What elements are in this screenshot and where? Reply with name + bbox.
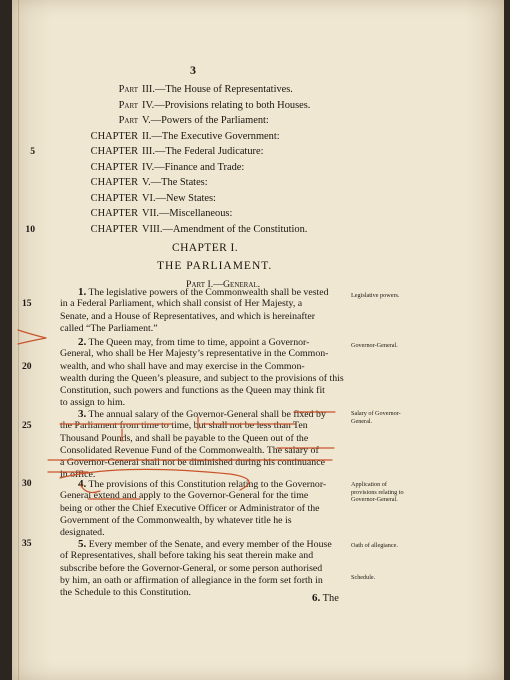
section-line: General, who shall be Her Majesty’s representative in the Common- <box>60 348 329 360</box>
section-line: 1. The legislative powers of the Commonwealth shall be vested <box>78 286 329 298</box>
toc-title: —New States: <box>155 192 216 204</box>
line-number: 5 <box>30 146 35 157</box>
section-line: designated. <box>60 527 105 539</box>
toc-title: —Provisions relating to both Houses. <box>154 99 311 111</box>
section-number: 1. <box>78 286 87 298</box>
toc-kind: Part <box>118 84 138 95</box>
line-number: 30 <box>22 478 32 489</box>
line-number: 10 <box>25 223 35 235</box>
section-line: 30 4. The provisions of this Constitution relating to the Governor- <box>22 478 327 490</box>
toc-kind: CHAPTER <box>90 208 138 219</box>
section-line: a Governor-General shall not be diminished during his continuance <box>60 457 325 469</box>
toc-kind: Part <box>118 99 138 111</box>
toc-kind: CHAPTER <box>90 177 138 188</box>
chapter-heading: CHAPTER I. <box>172 242 238 254</box>
toc-title: —Amendment of the Constitution. <box>162 223 308 235</box>
toc-title: —The House of Representatives. <box>154 84 293 95</box>
toc-kind: CHAPTER <box>90 146 138 157</box>
section-line: wealth during the Queen’s pleasure, and subject to the provisions of this <box>60 372 344 384</box>
toc-number: IV. <box>142 161 155 173</box>
toc-number: IV. <box>142 99 155 111</box>
section-line: 35 5. Every member of the Senate, and every member of the House <box>22 538 332 550</box>
section-line: in office. <box>60 469 96 481</box>
toc-number: V. <box>142 115 151 126</box>
section-3 <box>22 408 344 482</box>
section-line: 15 in a Federal Parliament, which shall consist of Her Majesty, a <box>22 298 303 310</box>
section-line: called “The Parliament.” <box>60 322 158 334</box>
toc-title: —Finance and Trade: <box>154 161 245 173</box>
chapter-title: THE PARLIAMENT. <box>157 260 273 272</box>
section-2 <box>22 336 344 410</box>
section-line: Government of the Commonwealth, by whatever title he is <box>60 514 292 526</box>
section-1 <box>22 286 344 335</box>
section-line: Consolidated Revenue Fund of the Commonwealth. The salary of <box>60 444 319 456</box>
section-line: to assign to him. <box>60 397 126 409</box>
section-line: General extend and apply to the Governor-General for the time <box>60 490 309 502</box>
margin-note: Application of provisions relating to Governor-General. <box>351 481 404 504</box>
line-number: 15 <box>22 298 32 310</box>
section-line: of Representatives, shall before taking his seat therein make and <box>60 550 314 562</box>
toc-title: —The Executive Government: <box>151 130 280 142</box>
toc-kind: Part <box>118 115 138 126</box>
page-number: 3 <box>190 63 196 77</box>
section-line: the Schedule to this Constitution. <box>60 587 191 599</box>
toc-title: —The Federal Judicature: <box>154 146 264 157</box>
section-line: 2. The Queen may, from time to time, appoint a Governor- <box>78 336 310 348</box>
toc-number: VI. <box>142 192 156 204</box>
toc-number: V. <box>142 177 151 188</box>
toc-title: —Powers of the Parliament: <box>150 115 269 126</box>
toc-number: VIII. <box>142 223 163 235</box>
section-line: Senate, and a House of Representatives, and which is hereinafter <box>60 310 316 322</box>
margin-note: Governor-General. <box>351 342 398 349</box>
line-number: 25 <box>22 420 32 432</box>
section-5 <box>22 538 344 599</box>
section-4 <box>22 478 344 539</box>
section-line: Thousand Pounds, and shall be payable to the Queen out of the <box>60 432 309 444</box>
section-number: 3. <box>78 408 87 420</box>
section-line: being or other the Chief Executive Officer or Administrator of the <box>60 502 320 514</box>
toc-kind: CHAPTER <box>90 161 138 173</box>
toc-kind: CHAPTER <box>90 130 138 142</box>
toc-number: III. <box>142 84 155 95</box>
toc-kind: CHAPTER <box>90 192 138 204</box>
section-line: subscribe before the Governor-General, or some person authorised <box>60 562 323 574</box>
line-number: 20 <box>22 360 32 372</box>
section-line: 3. The annual salary of the Governor-General shall be fixed by <box>78 408 326 420</box>
margin-note: Salary of Governor- General. <box>351 410 401 425</box>
margin-note: Oath of allegiance. <box>351 542 398 549</box>
section-line: by him, an oath or affirmation of allegiance in the form set forth in <box>60 574 323 586</box>
part-heading: Part I.—General. <box>186 279 261 290</box>
toc-kind: CHAPTER <box>90 223 138 235</box>
section-line: 25 the Parliament from time to time, but shall not be less than Ten <box>22 420 308 432</box>
margin-note: Legislative powers. <box>351 292 400 299</box>
catchword: 6. The <box>312 592 339 604</box>
section-number: 4. <box>78 478 87 490</box>
toc-number: II. <box>142 130 152 142</box>
margin-note-schedule: Schedule. <box>351 574 376 581</box>
toc-title: —Miscellaneous: <box>159 208 233 219</box>
section-number: 2. <box>78 336 87 348</box>
toc-number: VII. <box>142 208 160 219</box>
toc-number: III. <box>142 146 155 157</box>
section-line: Constitution, such powers and functions as the Queen may think fit <box>60 385 325 397</box>
toc-title: —The States: <box>150 177 208 188</box>
document-page <box>12 0 504 680</box>
section-line: 20 wealth, and who shall have and may exercise in the Common- <box>22 360 305 372</box>
line-number: 35 <box>22 538 32 549</box>
section-number: 5. <box>78 538 87 550</box>
